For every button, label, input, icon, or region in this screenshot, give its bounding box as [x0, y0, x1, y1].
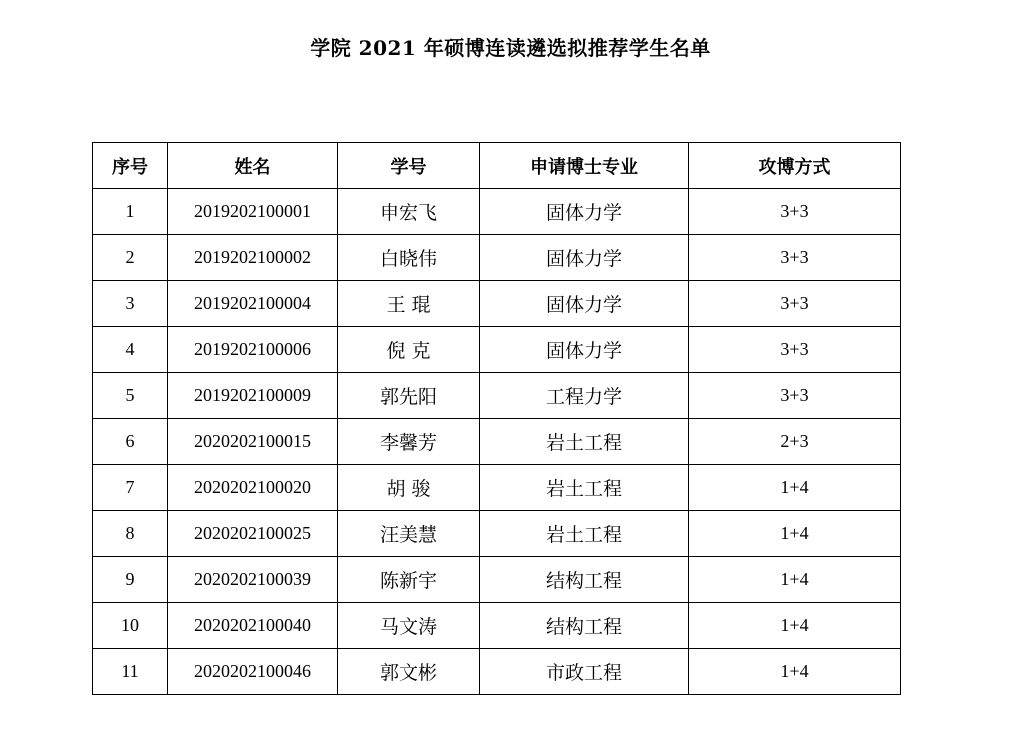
table-row — [93, 557, 901, 603]
cell-mode: 1+4 — [689, 557, 901, 603]
table-row — [93, 327, 901, 373]
cell-student-name: 郭文彬 — [338, 649, 480, 695]
cell-mode: 3+3 — [689, 373, 901, 419]
cell-mode: 3+3 — [689, 327, 901, 373]
cell-major: 固体力学 — [480, 189, 689, 235]
cell-mode: 1+4 — [689, 649, 901, 695]
cell-name-header-col: 2020202100040 — [168, 603, 338, 649]
header-major: 申请博士专业 — [480, 143, 689, 189]
cell-mode: 1+4 — [689, 511, 901, 557]
cell-name-header-col: 2019202100006 — [168, 327, 338, 373]
cell-major: 岩土工程 — [480, 419, 689, 465]
cell-name-header-col: 2020202100020 — [168, 465, 338, 511]
table-row — [93, 281, 901, 327]
cell-major: 工程力学 — [480, 373, 689, 419]
cell-student-name: 汪美慧 — [338, 511, 480, 557]
table-row — [93, 189, 901, 235]
cell-major: 固体力学 — [480, 327, 689, 373]
table-row — [93, 235, 901, 281]
cell-index: 6 — [93, 419, 168, 465]
cell-student-name: 陈新宇 — [338, 557, 480, 603]
cell-student-name: 申宏飞 — [338, 189, 480, 235]
cell-index: 1 — [93, 189, 168, 235]
cell-index: 3 — [93, 281, 168, 327]
cell-name-header-col: 2019202100004 — [168, 281, 338, 327]
cell-mode: 1+4 — [689, 603, 901, 649]
table-row — [93, 649, 901, 695]
cell-major: 结构工程 — [480, 603, 689, 649]
cell-mode: 3+3 — [689, 235, 901, 281]
cell-major: 固体力学 — [480, 281, 689, 327]
cell-student-name: 白晓伟 — [338, 235, 480, 281]
cell-index: 11 — [93, 649, 168, 695]
cell-name-header-col: 2019202100001 — [168, 189, 338, 235]
cell-index: 10 — [93, 603, 168, 649]
header-index: 序号 — [93, 143, 168, 189]
cell-name-header-col: 2019202100002 — [168, 235, 338, 281]
student-list-table — [92, 142, 901, 695]
cell-name-header-col: 2020202100039 — [168, 557, 338, 603]
cell-index: 7 — [93, 465, 168, 511]
header-mode: 攻博方式 — [689, 143, 901, 189]
cell-mode: 1+4 — [689, 465, 901, 511]
header-name: 姓名 — [168, 143, 338, 189]
table-row — [93, 419, 901, 465]
table-row — [93, 373, 901, 419]
cell-major: 市政工程 — [480, 649, 689, 695]
cell-major: 岩土工程 — [480, 465, 689, 511]
table-header-row — [93, 143, 901, 189]
document-title: 学院 2021 年硕博连读遴选拟推荐学生名单 — [310, 36, 711, 60]
cell-major: 岩土工程 — [480, 511, 689, 557]
cell-student-name: 胡 骏 — [338, 465, 480, 511]
cell-name-header-col: 2020202100015 — [168, 419, 338, 465]
cell-index: 4 — [93, 327, 168, 373]
table-row — [93, 465, 901, 511]
cell-mode: 3+3 — [689, 281, 901, 327]
cell-student-name: 李馨芳 — [338, 419, 480, 465]
cell-index: 5 — [93, 373, 168, 419]
cell-index: 9 — [93, 557, 168, 603]
cell-name-header-col: 2019202100009 — [168, 373, 338, 419]
cell-student-name: 倪 克 — [338, 327, 480, 373]
cell-mode: 2+3 — [689, 419, 901, 465]
table-row — [93, 603, 901, 649]
cell-major: 固体力学 — [480, 235, 689, 281]
cell-major: 结构工程 — [480, 557, 689, 603]
cell-index: 2 — [93, 235, 168, 281]
cell-name-header-col: 2020202100025 — [168, 511, 338, 557]
cell-name-header-col: 2020202100046 — [168, 649, 338, 695]
header-student-id: 学号 — [338, 143, 480, 189]
cell-student-name: 马文涛 — [338, 603, 480, 649]
cell-mode: 3+3 — [689, 189, 901, 235]
table-body — [93, 189, 901, 695]
cell-student-name: 郭先阳 — [338, 373, 480, 419]
cell-student-name: 王 琨 — [338, 281, 480, 327]
table-row — [93, 511, 901, 557]
cell-index: 8 — [93, 511, 168, 557]
